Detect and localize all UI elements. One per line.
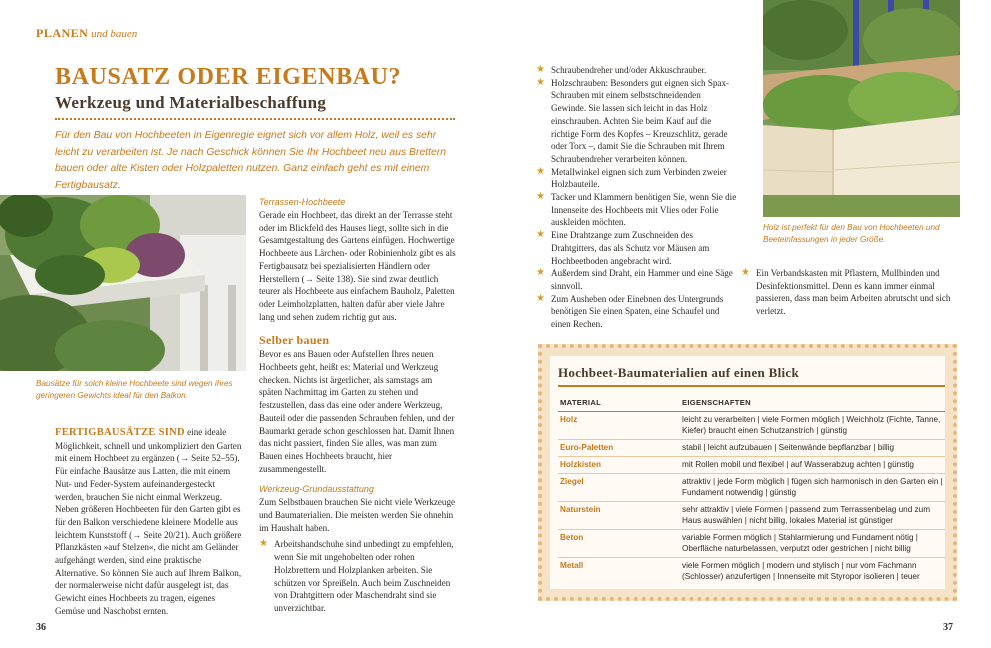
material-name: Naturstein bbox=[558, 502, 680, 530]
raised-bed-photo-icon bbox=[763, 0, 960, 217]
subhead-werkzeug: Werkzeug-Grundausstattung bbox=[259, 484, 374, 495]
list-item: ★ Holzschrauben: Besonders gut eignen sich Spax-Schrauben mit einem selbstschneidenden Gewinde. Sie lassen sich leicht in das Holz einschrauben. Achten Sie beim Kauf auf die richtige Form des Kopfes – Kreuzschlitz, gerade oder Torx –, damit Sie die Schrauben mit Ihrem Schraubendreher verarbeiten können. bbox=[536, 76, 730, 164]
list-item: ★ Tacker und Klammern benötigen Sie, wenn Sie die Innenseite des Hochbeets mit Vlies oder Folie auskleiden möchten. bbox=[536, 191, 737, 228]
left-column-body: eine ideale Möglichkeit, schnell und unkompliziert den Garten mit einem Hochbeet zu ergänzen (→ Seite 52–55). Für einfache Bausätze aus Latten, die mit einem Nut- und Feder-System aufeinandergesteckt werden, brauchen Sie nicht einmal Werkzeug. Neben größeren Hochbeeten für den Garten gibt es für den Balkon verschiedene kleinere Modelle aus leichtem Kunststoff (→ Seite 20/21). Auch größere Pflanzkästen »auf Stelzen«, die nicht am Geländer aufgehängt werden, sind eine praktische Alternative. So können Sie auch auf Ihrem Balkon, der normalerweise nicht dafür ausgelegt ist, das Gewicht eines Hochbeets zu tragen, eigenes Gemüse und Naschobst ernten. bbox=[55, 427, 242, 616]
star-icon: ★ bbox=[536, 229, 545, 241]
list-item: ★ Schraubendreher und/oder Akkuschrauber. bbox=[536, 64, 707, 75]
list-item: ★ Zum Ausheben oder Einebnen des Untergrunds benötigen Sie einen Spaten, eine Schaufel und einen Rechen. bbox=[536, 292, 724, 330]
material-name: Holz bbox=[558, 412, 680, 440]
materials-info-box-inner bbox=[550, 356, 945, 589]
table-row bbox=[558, 502, 945, 530]
star-icon: ★ bbox=[536, 76, 545, 88]
tools-bullet-list bbox=[536, 64, 738, 331]
material-properties: sehr attraktiv | viele Formen | passend zum Terrassenbelag und zum Haus auswählen | nicht billig, lokales Material ist günstiger bbox=[680, 502, 945, 530]
material-properties: stabil | leicht aufzubauen | Seitenwände bepflanzbar | billig bbox=[680, 440, 945, 457]
table-row bbox=[558, 530, 945, 558]
material-properties: viele Formen möglich | modern und stylisch | nur vom Fachmann (Schlosser) anzufertigen | Innenseite mit Styropor isolieren | teuer bbox=[682, 561, 920, 581]
list-item: ★ Außerdem sind Draht, ein Hammer und eine Säge sinnvoll. bbox=[536, 267, 733, 291]
list-item: ★ Arbeitshandschuhe sind unbedingt zu empfehlen, wenn Sie mit ungehobelten oder rohen Holzbrettern und Holzplanken arbeiten. Sie schützen vor Spreißeln. Auch beim Zuschneiden von Drahtgittern oder Maschendraht sind sie unverzichtbar. bbox=[259, 538, 454, 613]
material-properties: attraktiv | jede Form möglich | fügen sich harmonisch in den Garten ein | Fundament notwendig | günstig bbox=[680, 474, 945, 502]
subhead-terrassen: Terrassen-Hochbeete bbox=[259, 197, 346, 207]
material-name: Ziegel bbox=[558, 474, 680, 502]
page-title: BAUSATZ ODER EIGENBAU? bbox=[55, 64, 402, 90]
werkzeug-bullets bbox=[259, 538, 456, 614]
table-row bbox=[558, 457, 945, 474]
list-item: ★ Ein Verbandskasten mit Pflastern, Mullbinden und Desinfektionsmittel. Denn es kann immer einmal passieren, dass man beim Arbeiten abrutscht und sich verletzt. bbox=[741, 267, 951, 317]
text-werkzeug: Zum Selbstbauen brauchen Sie nicht viele Werkzeuge und Baumaterialien. Die meisten werden Sie ohnehin im Haushalt haben. bbox=[259, 497, 456, 533]
col-header-properties: EIGENSCHAFTEN bbox=[680, 394, 945, 412]
planter-photo-icon bbox=[0, 195, 246, 371]
table-row bbox=[558, 440, 945, 457]
col-header-material: MATERIAL bbox=[558, 394, 680, 412]
star-icon: ★ bbox=[259, 538, 268, 550]
material-properties: mit Rollen mobil und flexibel | auf Wasserabzug achten | günstig bbox=[680, 457, 945, 474]
intro-text: Für den Bau von Hochbeeten in Eigenregie eignet sich vor allem Holz, weil es sehr leicht zu verarbeiten ist. Je nach Geschick können Sie Ihr Hochbeet neu aus Brettern bauen oder alte Kisten oder Holzpaletten nutzen. Ganz einfach geht es mit einem Fertigbausatz. bbox=[55, 130, 447, 191]
first-aid-bullet bbox=[741, 267, 961, 318]
star-icon: ★ bbox=[536, 165, 545, 177]
subhead-selber-bauen: Selber bauen bbox=[259, 333, 330, 348]
table-row bbox=[558, 412, 945, 440]
materials-info-box bbox=[538, 344, 957, 601]
text-selber-bauen: Bevor es ans Bauen oder Aufstellen Ihres neuen Hochbeets geht, heißt es: Material und Werkzeug checken. Nichts ist ärgerlicher, als samstags am späten Nachmittag im Garten zu stehen und festzustellen, dass das eine oder andere Werkzeug, Bauteil oder die passenden Schrauben fehlen, und der Baumarkt gerade schon geschlossen hat. Damit Ihnen das nicht passiert, finden Sie alles, was man zum Bauen eines Hochbeets braucht, hier zusammengestellt. bbox=[259, 349, 455, 474]
caption-balcony-photo: Bausätze für solch kleine Hochbeete sind wegen ihres geringeren Gewichts ideal für den Balkon. bbox=[36, 379, 233, 400]
page-number-right: 37 bbox=[943, 622, 953, 633]
material-properties: variable Formen möglich | Stahlarmierung und Fundament nötig | Oberfläche naturbelassen, verputzt oder gestrichen | nicht billig bbox=[680, 530, 945, 558]
star-icon: ★ bbox=[536, 64, 545, 75]
materials-table bbox=[558, 394, 945, 585]
running-head-section: PLANEN bbox=[36, 26, 89, 40]
material-name: Holzkisten bbox=[558, 457, 680, 474]
materials-table-title: Hochbeet-Baumaterialien auf einen Blick bbox=[558, 365, 799, 380]
left-column-text bbox=[55, 426, 245, 618]
running-head bbox=[36, 26, 137, 41]
material-name: Beton bbox=[558, 530, 680, 558]
material-name: Euro-Paletten bbox=[558, 440, 680, 457]
star-icon: ★ bbox=[536, 267, 545, 279]
photo-wooden-raised-beds bbox=[763, 0, 960, 217]
photo-balcony-planters bbox=[0, 195, 246, 371]
material-properties: leicht zu verarbeiten | viele Formen möglich | Weichholz (Fichte, Tanne, Kiefer) braucht einen Schutzanstrich | günstig bbox=[680, 412, 945, 440]
list-item: ★ Eine Drahtzange zum Zuschneiden des Drahtgitters, das als Schutz vor Mäusen am Hochbeetboden angebracht wird. bbox=[536, 229, 710, 266]
middle-column bbox=[259, 196, 456, 615]
star-icon: ★ bbox=[741, 267, 750, 278]
caption-wooden-beds-photo: Holz ist perfekt für den Bau von Hochbeeten und Beeteinfassungen in jeder Größe. bbox=[763, 223, 940, 244]
table-row bbox=[558, 474, 945, 502]
star-icon: ★ bbox=[536, 191, 545, 203]
material-name: Metall bbox=[560, 561, 584, 570]
star-icon: ★ bbox=[536, 292, 545, 304]
page-subtitle: Werkzeug und Materialbeschaffung bbox=[55, 93, 327, 112]
table-header-row bbox=[558, 394, 945, 412]
materials-title-rule bbox=[558, 385, 945, 387]
lead-fertigbausaetze: FERTIGBAUSÄTZE SIND bbox=[55, 427, 185, 438]
title-divider bbox=[55, 118, 455, 120]
running-head-rest: und bauen bbox=[91, 28, 138, 40]
text-terrassen: Gerade ein Hochbeet, das direkt an der Terrasse steht oder im Blickfeld des Hauses liegt, sollte sich in die Gesamtgestaltung des Gartens einfügen. Hochwertige Hochbeete aus Lärchen- oder Robinienholz gibt es als Fertigbausatz bei spezialisierten Händlern oder Herstellern (→ Seite 138). Sie sind zwar deutlich teurer als Hochbeete aus einfachem Bauholz, Paletten oder Leimholzplatten, halten dafür aber viele Jahre lang und sehen zudem richtig gut aus. bbox=[259, 210, 456, 322]
table-row bbox=[558, 558, 945, 586]
list-item: ★ Metallwinkel eignen sich zum Verbinden zweier Holzbauteile. bbox=[536, 165, 727, 190]
page-number-left: 36 bbox=[36, 622, 46, 633]
